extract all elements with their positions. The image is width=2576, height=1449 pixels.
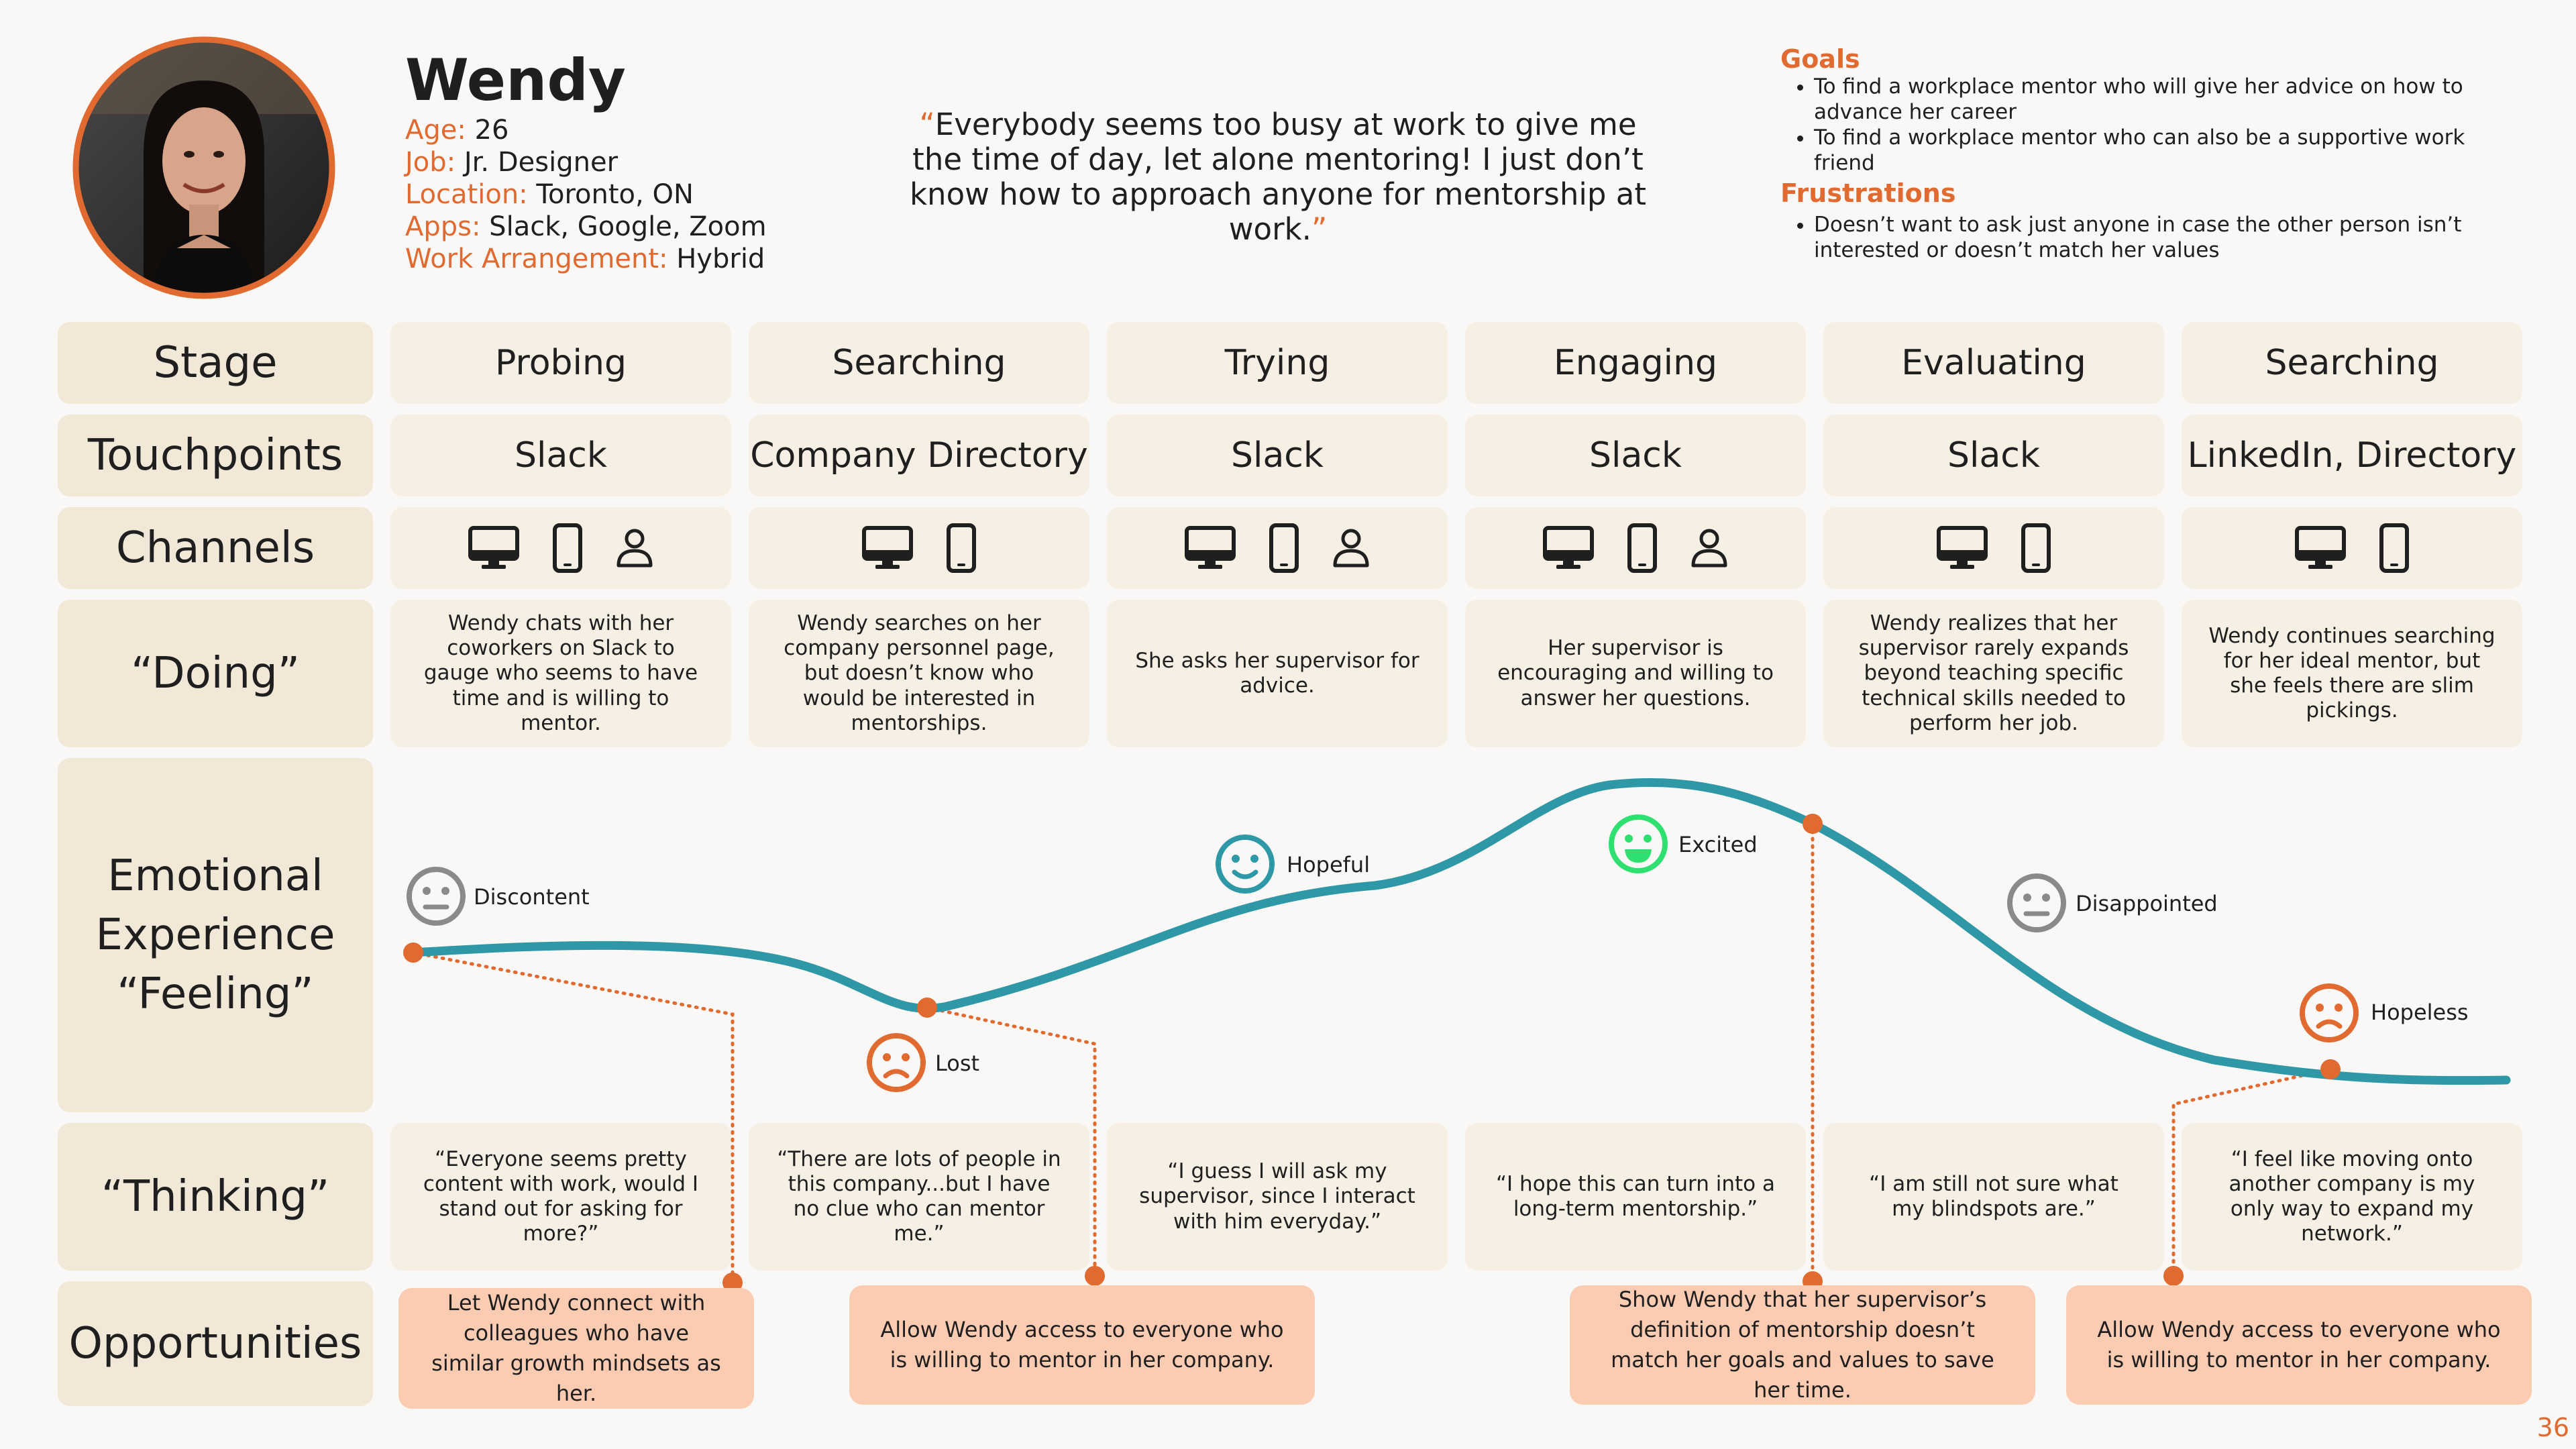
- curve-point: [2320, 1059, 2341, 1079]
- curve-point: [917, 998, 937, 1018]
- connector-line: [927, 1008, 1095, 1276]
- sad-face-icon: [869, 1036, 923, 1089]
- touchpoint-cell: Slack: [390, 415, 731, 496]
- age-value: 26: [466, 115, 509, 146]
- stage-evaluating: Evaluating: [1823, 322, 2164, 404]
- touchpoint-cell: Slack: [1465, 415, 1806, 496]
- connector-line: [2174, 1069, 2330, 1276]
- stage-trying: Trying: [1107, 322, 1448, 404]
- goal-item: • To find a workplace mentor who can also be a supportive work friend: [1814, 125, 2518, 176]
- stage-searching-2: Searching: [2182, 322, 2522, 404]
- touchpoint-cell: Slack: [1823, 415, 2164, 496]
- emotion-label-discontent: Discontent: [474, 884, 590, 910]
- emotion-label-excited: Excited: [1678, 832, 1758, 857]
- touchpoint-cell: Slack: [1107, 415, 1448, 496]
- touchpoint-cell: Company Directory: [749, 415, 1089, 496]
- quote-close-mark: ”: [1311, 211, 1328, 247]
- neutral-face-icon: [409, 869, 463, 923]
- connector-line: [413, 953, 733, 1283]
- neutral-face-icon: [2010, 876, 2063, 930]
- row-header-opportunities: Opportunities: [58, 1281, 373, 1406]
- emotional-line-3: “Feeling”: [117, 969, 314, 1020]
- opportunity-card: Show Wendy that her supervisor’s definition of mentorship doesn’t match her goals and values to save her time.: [1570, 1285, 2035, 1405]
- apps-value: Slack, Google, Zoom: [480, 211, 767, 242]
- emotion-curve: [413, 782, 2506, 1080]
- row-header-stage: Stage: [58, 322, 373, 404]
- thinking-cell: “I guess I will ask my supervisor, since I interact with him everyday.”: [1107, 1123, 1448, 1271]
- emotion-label-disappointed: Disappointed: [2076, 891, 2218, 916]
- doing-cell: Her supervisor is encouraging and willing to answer her questions.: [1465, 600, 1806, 747]
- goal-item: • To find a workplace mentor who will give her advice on how to advance her career: [1814, 74, 2518, 125]
- doing-cell: Wendy continues searching for her ideal mentor, but she feels there are slim pickings.: [2182, 600, 2522, 747]
- emotional-line-1: Emotional: [107, 851, 323, 901]
- row-header-thinking: “Thinking”: [58, 1123, 373, 1271]
- connector-lines: [413, 824, 2330, 1283]
- quote-text: Everybody seems too busy at work to give me the time of day, let alone mentoring! I just don’t know how to approach anyone for mentorship at work.: [910, 107, 1646, 247]
- apps-label: Apps:: [405, 211, 481, 242]
- location-value: Toronto, ON: [527, 179, 694, 210]
- opportunity-card: Let Wendy connect with colleagues who have similar growth mindsets as her.: [398, 1288, 754, 1409]
- stage-engaging: Engaging: [1465, 322, 1806, 404]
- frustrations-title: Frustrations: [1780, 178, 1956, 208]
- curve-point: [1803, 814, 1823, 834]
- emotion-label-hopeless: Hopeless: [2371, 1000, 2469, 1025]
- row-header-channels: Channels: [58, 507, 373, 589]
- age-label: Age:: [405, 115, 466, 146]
- quote-open-mark: “: [919, 107, 935, 142]
- work-arrangement-value: Hybrid: [667, 244, 765, 274]
- job-value: Jr. Designer: [455, 147, 619, 178]
- goals-title: Goals: [1780, 44, 1860, 74]
- thinking-cell: “Everyone seems pretty content with work, would I stand out for asking for more?”: [390, 1123, 731, 1271]
- thinking-cell: “There are lots of people in this company...but I have no clue who can mentor me.”: [749, 1123, 1089, 1271]
- stage-probing: Probing: [390, 322, 731, 404]
- curve-point: [403, 943, 423, 963]
- smile-face-icon: [1218, 837, 1272, 891]
- location-label: Location:: [405, 179, 528, 210]
- emotional-line-2: Experience: [95, 910, 335, 960]
- sad-face-icon: [2302, 986, 2356, 1040]
- emotion-label-lost: Lost: [935, 1051, 980, 1076]
- thinking-cell: “I feel like moving onto another company is my only way to expand my network.”: [2182, 1123, 2522, 1271]
- happy-face-icon: [1611, 817, 1665, 871]
- job-label: Job:: [405, 147, 456, 178]
- emotion-label-hopeful: Hopeful: [1287, 852, 1371, 877]
- touchpoint-cell: LinkedIn, Directory: [2182, 415, 2522, 496]
- doing-cell: Wendy searches on her company personnel page, but doesn’t know who would be interested in mentorships.: [749, 600, 1089, 747]
- work-arrangement-label: Work Arrangement:: [405, 244, 668, 274]
- row-header-doing: “Doing”: [58, 600, 373, 747]
- opportunity-card: Allow Wendy access to everyone who is willing to mentor in her company.: [849, 1285, 1315, 1405]
- doing-cell: She asks her supervisor for advice.: [1107, 600, 1448, 747]
- frustration-item: • Doesn’t want to ask just anyone in case the other person isn’t interested or doesn’t match her values: [1814, 212, 2518, 263]
- persona-name: Wendy: [405, 47, 626, 114]
- doing-cell: Wendy realizes that her supervisor rarely expands beyond teaching specific technical skills needed to perform her job.: [1823, 600, 2164, 747]
- opportunity-card: Allow Wendy access to everyone who is willing to mentor in her company.: [2066, 1285, 2532, 1405]
- connector-end-point: [2163, 1266, 2184, 1286]
- connector-end-point: [1085, 1266, 1105, 1286]
- thinking-cell: “I am still not sure what my blindspots are.”: [1823, 1123, 2164, 1271]
- stage-searching: Searching: [749, 322, 1089, 404]
- doing-cell: Wendy chats with her coworkers on Slack to gauge who seems to have time and is willing to mentor.: [390, 600, 731, 747]
- row-header-touchpoints: Touchpoints: [58, 415, 373, 496]
- page-number: 36: [2536, 1413, 2569, 1442]
- thinking-cell: “I hope this can turn into a long-term mentorship.”: [1465, 1123, 1806, 1271]
